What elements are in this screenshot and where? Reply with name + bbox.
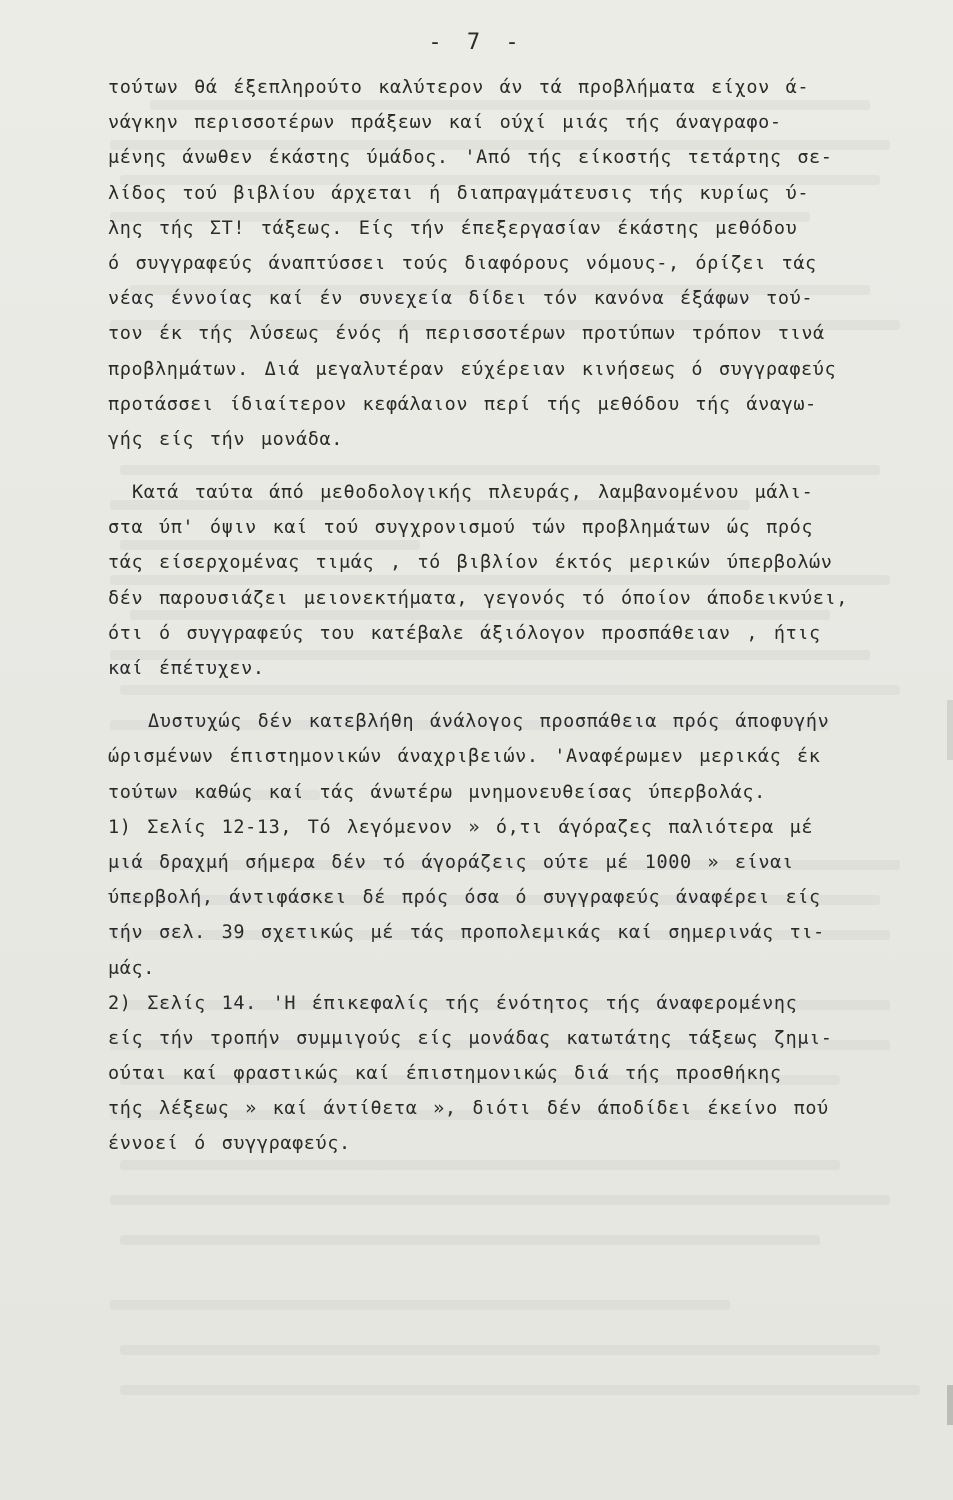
paragraph-gap bbox=[108, 457, 928, 475]
text-line: τής λέξεως » καί άντίθετα », διότι δέν άποδίδει έκείνο πού bbox=[108, 1098, 829, 1120]
paragraph bbox=[108, 475, 928, 686]
text-line: τούτων θά έξεπληρούτο καλύτερον άν τά προβλήματα είχον ά- bbox=[108, 77, 810, 98]
text-line: μάς. bbox=[108, 957, 155, 979]
text-line: ύπερβολή, άντιφάσκει δέ πρός όσα ό συγγραφεύς άναφέρει είς bbox=[108, 887, 821, 909]
scan-edge-mark bbox=[947, 700, 953, 760]
text-line: καί έπέτυχεν. bbox=[108, 658, 265, 679]
text-line: μιά δραχμή σήμερα δέν τό άγοράζεις ούτε μέ 1000 » είναι bbox=[108, 851, 794, 873]
text-line: προτάσσει ίδιαίτερον κεφάλαιον περί τής μεθόδου τής άναγω- bbox=[108, 393, 817, 415]
paragraph bbox=[108, 704, 928, 1161]
text-line: τούτων καθώς καί τάς άνωτέρω μνημονευθείσας ύπερβολάς. bbox=[108, 781, 766, 803]
text-line: προβλημάτων. Διά μεγαλυτέραν εύχέρειαν κινήσεως ό συγγραφεύς bbox=[108, 358, 837, 380]
text-line: γής είς τήν μονάδα. bbox=[108, 428, 344, 450]
text-line: ό συγγραφεύς άναπτύσσει τούς διαφόρους νόμους-, όρίζει τάς bbox=[108, 252, 817, 274]
text-line: είς τήν τροπήν συμμιγούς είς μονάδας κατωτάτης τάξεως ζημι- bbox=[108, 1027, 833, 1049]
text-line: νέας έννοίας καί έν συνεχεία δίδει τόν κανόνα έξάφων τού- bbox=[108, 288, 814, 310]
text-line: ότι ό συγγραφεύς του κατέβαλε άξιόλογον προσπάθειαν , ήτις bbox=[108, 622, 821, 644]
text-line: νάγκην περισσοτέρων πράξεων καί ούχί μιάς τής άναγραφο- bbox=[108, 112, 782, 134]
text-line: 2) Σελίς 14. 'Η έπικεφαλίς τής ένότητος τής άναφερομένης bbox=[108, 992, 798, 1014]
page-number: - 7 - bbox=[428, 30, 525, 55]
text-line: λίδος τού βιβλίου άρχεται ή διαπραγμάτευσις τής κυρίως ύ- bbox=[108, 182, 810, 204]
scan-edge-mark bbox=[947, 1385, 953, 1425]
text-line: μένης άνωθεν έκάστης ύμάδος. 'Από τής είκοστής τετάρτης σε- bbox=[108, 147, 833, 169]
text-line: τάς είσερχομένας τιμάς , τό βιβλίον έκτός μερικών ύπερβολών bbox=[108, 552, 833, 574]
paragraph-gap bbox=[108, 686, 928, 704]
text-line: ώρισμένων έπιστημονικών άναχριβειών. 'Αναφέρωμεν μερικάς έκ bbox=[108, 746, 821, 768]
text-line: ούται καί φραστικώς καί έπιστημονικώς διά τής προσθήκης bbox=[108, 1063, 782, 1085]
paragraph bbox=[108, 70, 928, 457]
text-line: Κατά ταύτα άπό μεθοδολογικής πλευράς, λαμβανομένου μάλι- bbox=[132, 482, 814, 504]
text-line: Δυστυχώς δέν κατεβλήθη άνάλογος προσπάθεια πρός άποφυγήν bbox=[148, 711, 830, 733]
body-text bbox=[108, 70, 928, 1162]
text-line: τον έκ τής λύσεως ένός ή περισσοτέρων προτύπων τρόπον τινά bbox=[108, 323, 825, 345]
text-line: στα ύπ' όψιν καί τού συγχρονισμού τών προβλημάτων ώς πρός bbox=[108, 517, 814, 539]
text-line: έννοεί ό συγγραφεύς. bbox=[108, 1133, 351, 1155]
text-line: τήν σελ. 39 σχετικώς μέ τάς προπολεμικάς καί σημερινάς τι- bbox=[108, 922, 825, 944]
text-line: 1) Σελίς 12-13, Τό λεγόμενον » ό,τι άγόραζες παλιότερα μέ bbox=[108, 816, 814, 838]
text-line: λης τής ΣΤ! τάξεως. Είς τήν έπεξεργασίαν έκάστης μεθόδου bbox=[108, 217, 798, 239]
text-line: δέν παρουσιάζει μειονεκτήματα, γεγονός τό όποίον άποδεικνύει, bbox=[108, 587, 849, 609]
